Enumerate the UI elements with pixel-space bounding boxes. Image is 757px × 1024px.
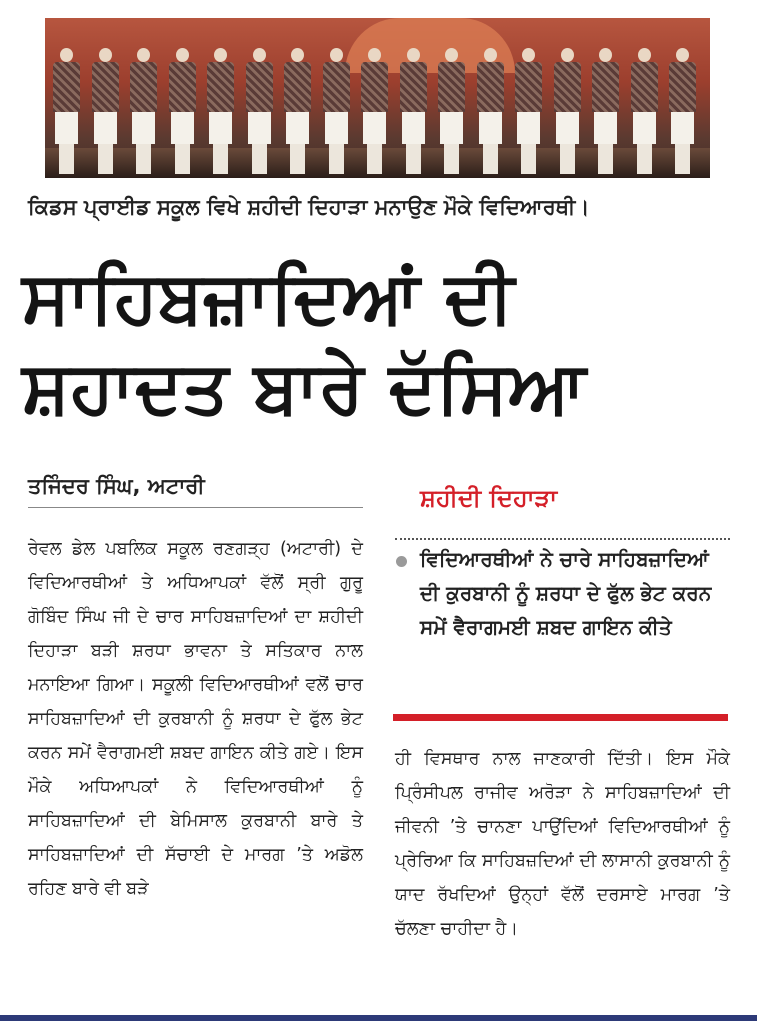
student-figure (51, 48, 81, 176)
student-figure (667, 48, 697, 176)
student-figure (282, 48, 312, 176)
student-figure (398, 48, 428, 176)
headline-line-1: ਸਾਹਿਬਜ਼ਾਦਿਆਂ ਦੀ (22, 255, 515, 339)
bottom-rule (0, 1015, 757, 1021)
headline (22, 252, 742, 432)
article-body-left: ਰੇਵਲ ਡੇਲ ਪਬਲਿਕ ਸਕੂਲ ਰਣਗੜ੍ਹ (ਅਟਾਰੀ) ਦੇ ਵਿਦਿਆਰਥੀਆਂ ਤੇ ਅਧਿਆਪਕਾਂ ਵੱਲੋਂ ਸ੍ਰੀ ਗੁਰੂ ਗੋਬਿੰਦ ਸਿੰਘ ਜੀ ਦੇ ਚਾਰ ਸਾਹਿਬਜ਼ਾਦਿਆਂ ਦਾ ਸ਼ਹੀਦੀ ਦਿਹਾੜਾ ਬੜੀ ਸ਼ਰਧਾ ਭਾਵਨਾ ਤੇ ਸਤਿਕਾਰ ਨਾਲ ਮਨਾਇਆ ਗਿਆ। ਸਕੂਲੀ ਵਿਦਿਆਰਥੀਆਂ ਵਲੋਂ ਚਾਰ ਸਾਹਿਬਜ਼ਾਦਿਆਂ ਦੀ ਕੁਰਬਾਨੀ ਨੂੰ ਸ਼ਰਧਾ ਦੇ ਫੁੱਲ ਭੇਟ ਕਰਨ ਸਮੇਂ ਵੈਰਾਗਮਈ ਸ਼ਬਦ ਗਾਇਨ ਕੀਤੇ ਗਏ। ਇਸ ਮੌਕੇ ਅਧਿਆਪਕਾਂ ਨੇ ਵਿਦਿਆਰਥੀਆਂ ਨੂੰ ਸਾਹਿਬਜ਼ਾਦਿਆਂ ਦੀ ਬੇਮਿਸਾਲ ਕੁਰਬਾਨੀ ਬਾਰੇ ਤੇ ਸਾਹਿਬਜ਼ਾਦਿਆਂ ਦੀ ਸੱਚਾਈ ਦੇ ਮਾਰਗ ’ਤੇ ਅਡੋਲ ਰਹਿਣ ਬਾਰੇ ਵੀ ਬੜੇ (28, 539, 363, 899)
byline: ਤਜਿੰਦਰ ਸਿੰਘ, ਅਟਾਰੀ (28, 474, 363, 508)
student-figure (436, 48, 466, 176)
red-divider (393, 714, 728, 721)
student-figure (475, 48, 505, 176)
bullet-icon (396, 556, 407, 567)
headline-line-2: ਸ਼ਹਾਦਤ ਬਾਰੇ ਦੱਸਿਆ (22, 345, 586, 429)
student-figure (513, 48, 543, 176)
photo-caption: ਕਿਡਸ ਪ੍ਰਾਈਡ ਸਕੂਲ ਵਿਖੇ ਸ਼ਹੀਦੀ ਦਿਹਾੜਾ ਮਨਾਉਣ ਮੌਕੇ ਵਿਦਿਆਰਥੀ। (28, 195, 590, 219)
highlight-box: ਵਿਦਿਆਰਥੀਆਂ ਨੇ ਚਾਰੇ ਸਾਹਿਬਜ਼ਾਦਿਆਂ ਦੀ ਕੁਰਬਾਨੀ ਨੂੰ ਸ਼ਰਧਾ ਦੇ ਫੁੱਲ ਭੇਟ ਕਰਨ ਸਮੇਂ ਵੈਰਾਗਮਈ ਸ਼ਬਦ ਗਾਇਨ ਕੀਤੇ (420, 547, 712, 639)
student-figure (167, 48, 197, 176)
student-figure (629, 48, 659, 176)
student-figure (205, 48, 235, 176)
student-figure (90, 48, 120, 176)
student-figure (244, 48, 274, 176)
student-figure (321, 48, 351, 176)
section-label: ਸ਼ਹੀਦੀ ਦਿਹਾੜਾ (420, 484, 558, 512)
student-figure (590, 48, 620, 176)
student-figure (359, 48, 389, 176)
student-figure (128, 48, 158, 176)
news-photo (45, 18, 710, 178)
article-body-right: ਹੀ ਵਿਸਥਾਰ ਨਾਲ ਜਾਣਕਾਰੀ ਦਿੱਤੀ। ਇਸ ਮੌਕੇ ਪ੍ਰਿੰਸੀਪਲ ਰਾਜੀਵ ਅਰੋੜਾ ਨੇ ਸਾਹਿਬਜ਼ਾਦਿਆਂ ਦੀ ਜੀਵਨੀ ’ਤੇ ਚਾਨਣਾ ਪਾਉਂਦਿਆਂ ਵਿਦਿਆਰਥੀਆਂ ਨੂੰ ਪ੍ਰੇਰਿਆ ਕਿ ਸਾਹਿਬਜ਼ਦਿਆਂ ਦੀ ਲਾਸਾਨੀ ਕੁਰਬਾਨੀ ਨੂੰ ਯਾਦ ਰੱਖਦਿਆਂ ਉਨ੍ਹਾਂ ਵੱਲੋਂ ਦਰਸਾਏ ਮਾਰਗ ’ਤੇ ਚੱਲਣਾ ਚਾਹੀਦਾ ਹੈ। (395, 749, 730, 939)
student-figure (552, 48, 582, 176)
dotted-divider (395, 538, 730, 540)
